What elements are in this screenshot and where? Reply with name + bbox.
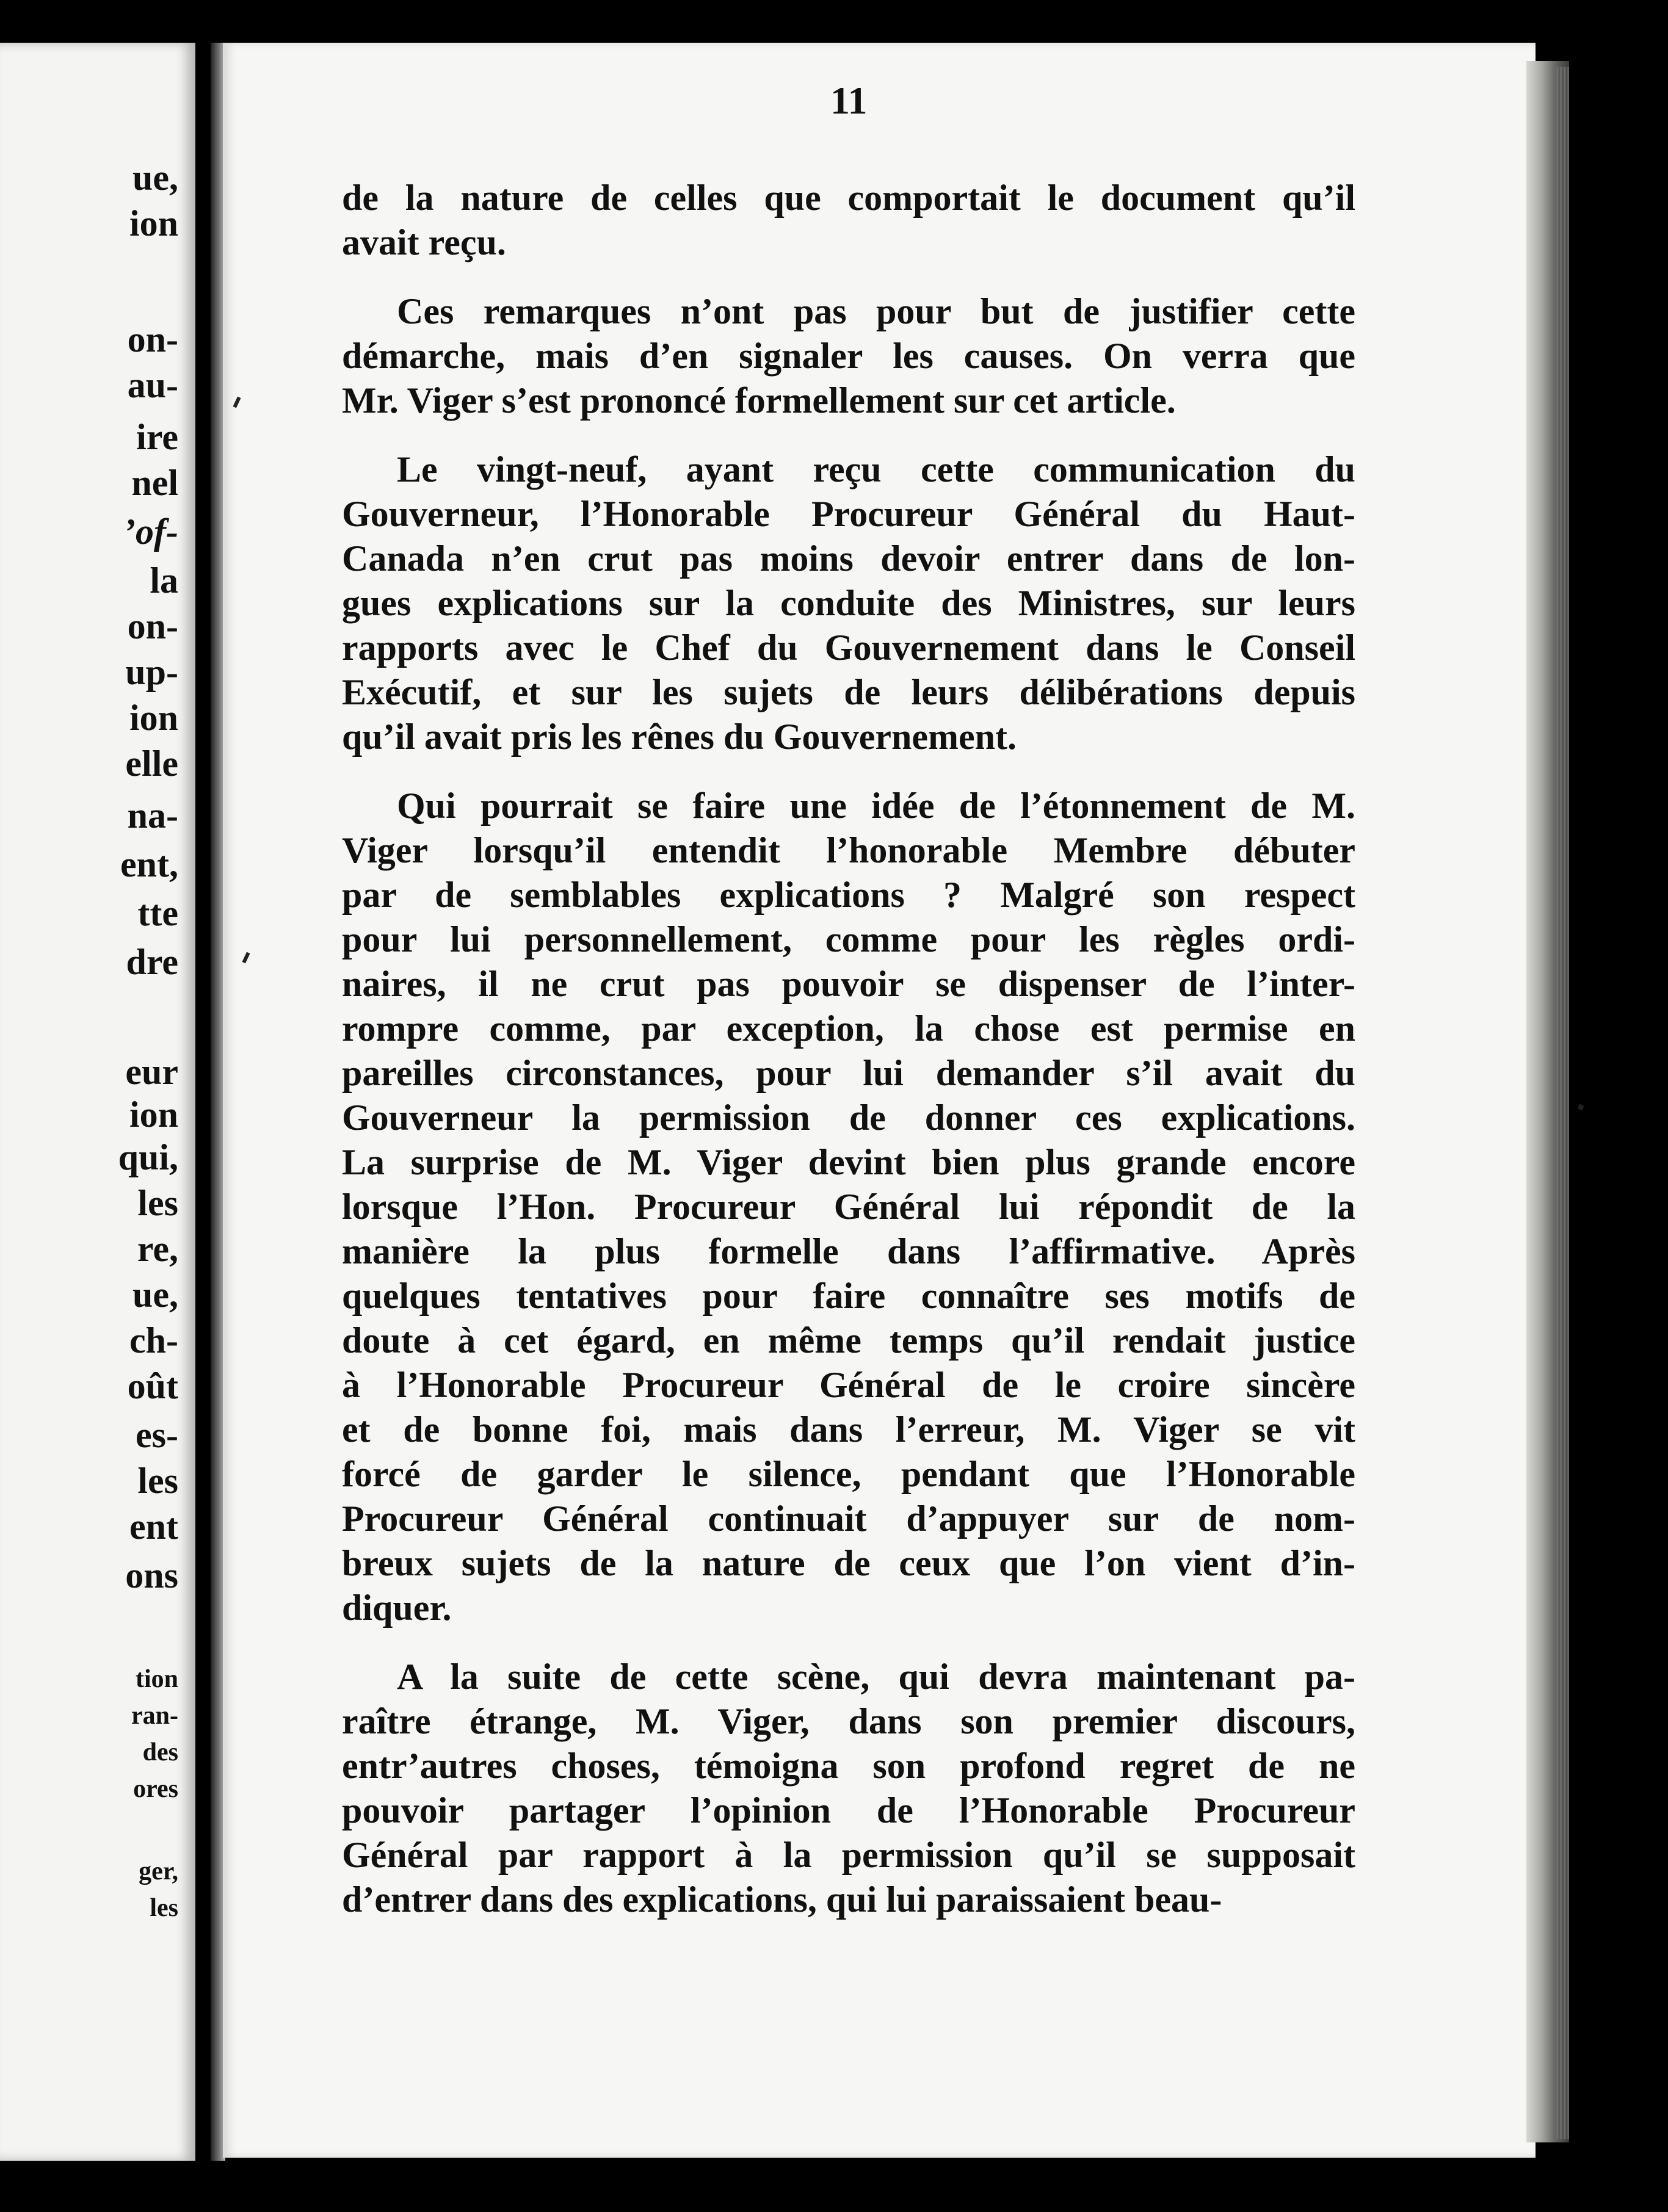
left-page-line-fragment: re,	[137, 1229, 178, 1269]
text-line: pouvoir partager l’opinion de l’Honorable Procureur	[342, 1790, 1355, 1831]
page-body-text	[342, 176, 1355, 1922]
text-line: pareilles circonstances, pour lui demander s’il avait du	[342, 1053, 1355, 1093]
left-page-line-fragment: ue,	[132, 1274, 178, 1315]
paragraph	[342, 447, 1355, 759]
text-line: démarche, mais d’en signaler les causes. On verra que	[342, 336, 1355, 376]
scan-artifact	[1578, 1104, 1584, 1111]
left-page-line-fragment: on-	[127, 606, 178, 646]
paragraph-gap	[342, 423, 1355, 447]
text-line: Le vingt-neuf, ayant reçu cette communication du	[397, 449, 1355, 490]
left-page-line-fragment: tte	[137, 893, 178, 933]
left-page-line-fragment: elle	[125, 743, 178, 784]
text-line: Général par rapport à la permission qu’il se supposait	[342, 1835, 1355, 1875]
left-page-line-fragment: ion	[129, 698, 178, 738]
text-line: d’entrer dans des explications, qui lui paraissaient beau-	[342, 1879, 1222, 1920]
left-page-footnote-fragment: des	[142, 1738, 178, 1766]
text-line: Viger lorsqu’il entendit l’honorable Membre débuter	[342, 830, 1355, 870]
text-line: gues explications sur la conduite des Ministres, sur leurs	[342, 583, 1355, 623]
paragraph	[342, 176, 1355, 265]
left-page-footnote-fragment: ger,	[139, 1857, 178, 1885]
left-page-line-fragment: nel	[131, 463, 178, 503]
text-line: pour lui personnellement, comme pour les règles ordi-	[342, 919, 1355, 960]
text-line: Qui pourrait se faire une idée de l’étonnement de M.	[397, 786, 1355, 826]
left-page-line-fragment: ’of-	[123, 511, 178, 552]
paragraph-gap	[342, 1630, 1355, 1655]
left-page-footnote-fragment: ores	[133, 1775, 178, 1803]
text-line: lorsque l’Hon. Procureur Général lui répondit de la	[342, 1187, 1355, 1227]
text-line: Exécutif, et sur les sujets de leurs délibérations depuis	[342, 672, 1355, 712]
left-page-line-fragment: la	[150, 560, 178, 601]
text-line: avait reçu.	[342, 222, 506, 262]
text-line: par de semblables explications ? Malgré son respect	[342, 875, 1355, 915]
left-page-line-fragment: ent,	[120, 844, 178, 884]
left-page-line-fragment: ch-	[129, 1320, 178, 1361]
left-page-fragment	[0, 43, 195, 2161]
left-page-footnote-fragment: tion	[135, 1665, 178, 1693]
paragraph	[342, 1655, 1355, 1922]
text-line: A la suite de cette scène, qui devra maintenant pa-	[397, 1657, 1355, 1697]
left-page-line-fragment: ue,	[132, 157, 178, 198]
left-page-footnote-fragment: ran-	[131, 1702, 178, 1730]
left-page-line-fragment: ent	[129, 1506, 178, 1547]
left-page-line-fragment: ion	[129, 1094, 178, 1135]
text-line: quelques tentatives pour faire connaître ses motifs de	[342, 1276, 1355, 1316]
text-line: entr’autres choses, témoigna son profond regret de ne	[342, 1746, 1355, 1786]
left-page-line-fragment: ons	[125, 1555, 178, 1596]
text-line: Procureur Général continuait d’appuyer sur de nom-	[342, 1498, 1355, 1539]
text-line: et de bonne foi, mais dans l’erreur, M. Viger se vit	[342, 1409, 1355, 1450]
left-page-line-fragment: up-	[125, 652, 178, 692]
text-line: diquer.	[342, 1588, 452, 1628]
text-line: breux sujets de la nature de ceux que l’on vient d’in-	[342, 1543, 1355, 1583]
text-line: raître étrange, M. Viger, dans son premier discours,	[342, 1701, 1355, 1741]
text-line: forcé de garder le silence, pendant que l’Honorable	[342, 1454, 1355, 1494]
text-line: manière la plus formelle dans l’affirmative. Après	[342, 1231, 1355, 1271]
text-line: naires, il ne crut pas pouvoir se dispenser de l’inter-	[342, 964, 1355, 1004]
left-page-line-fragment: au-	[127, 365, 178, 405]
paragraph-gap	[342, 265, 1355, 289]
left-page-line-fragment: les	[137, 1183, 178, 1223]
left-page-line-fragment: eur	[125, 1052, 178, 1092]
text-line: Gouverneur la permission de donner ces explications.	[342, 1097, 1355, 1138]
left-page-line-fragment: dre	[126, 942, 178, 982]
text-line: doute à cet égard, en même temps qu’il rendait justice	[342, 1320, 1355, 1361]
left-page-line-fragment: ire	[136, 417, 178, 457]
left-page-line-fragment: on-	[127, 319, 178, 360]
text-line: rapports avec le Chef du Gouvernement dans le Conseil	[342, 627, 1355, 668]
left-page-line-fragment: ion	[129, 203, 178, 244]
paragraph	[342, 289, 1355, 423]
text-line: Canada n’en crut pas moins devoir entrer dans de lon-	[342, 538, 1355, 579]
left-page-line-fragment: qui,	[118, 1137, 178, 1177]
left-page-line-fragment: oût	[127, 1366, 178, 1406]
left-page-line-fragment: na-	[127, 795, 178, 836]
paragraph-gap	[342, 759, 1355, 784]
left-page-line-fragment: es-	[136, 1415, 178, 1455]
text-line: de la nature de celles que comportait le document qu’il	[342, 178, 1355, 218]
text-line: Ces remarques n’ont pas pour but de justifier cette	[397, 291, 1355, 331]
left-page-footnote-fragment: les	[150, 1894, 178, 1922]
page-number: 11	[830, 79, 868, 122]
paragraph	[342, 784, 1355, 1630]
text-line: rompre comme, par exception, la chose est permise en	[342, 1008, 1355, 1049]
page-edge-lines	[1556, 67, 1569, 2139]
text-line: qu’il avait pris les rênes du Gouvernement.	[342, 717, 1017, 757]
left-page-line-fragment: les	[137, 1461, 178, 1501]
text-line: La surprise de M. Viger devint bien plus grande encore	[342, 1142, 1355, 1182]
text-line: Gouverneur, l’Honorable Procureur Général du Haut-	[342, 494, 1355, 534]
text-line: à l’Honorable Procureur Général de le croire sincère	[342, 1365, 1355, 1405]
text-line: Mr. Viger s’est prononcé formellement sur cet article.	[342, 380, 1176, 421]
